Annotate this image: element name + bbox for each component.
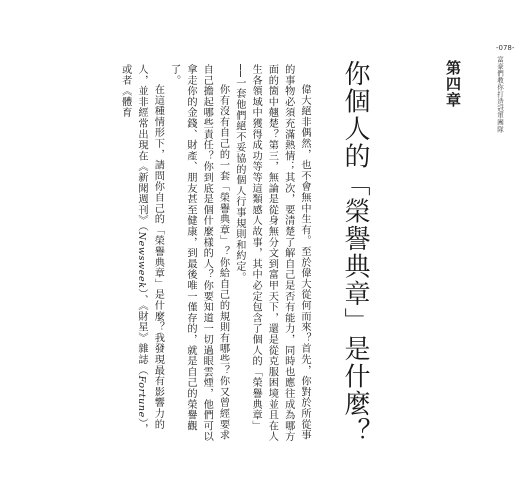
newsweek-latin-name: Newsweek [136,231,148,289]
paragraph-3 [116,64,165,444]
running-header-title: 富豪們教你打造冠軍團隊 [496,56,504,133]
body-text [82,64,312,444]
paragraph-3-text-a: 在這種情形下，請問你自己的「榮譽典章」是什麼？我發現最有影響力的人，並非經常出現在《新聞週刊》（ [136,64,164,430]
chapter-title: 你個人的「榮譽典章」是什麼？ [340,60,370,445]
paragraph-1: 偉大絕非偶然，也不會無中生有。至於偉大從何而來？首先，你對於所從事的事物必須充滿熱情；其次，要清楚了解自己是否有能力，同時也應往成為哪方面的箇中翹楚？第三，無論是從身無分文到富甲天下，還是從克服困境並且在人生各領域中獲得成功等等這類感人故事，其中必定包含了個人的「榮譽典章」──一套他們絕不妥協的個人行事規則和約定。 [233,64,310,442]
paragraph-2: 你有沒有自己的一套「榮譽典章」？你給自己的規則有哪些？你又曾經要求自己擔起哪些責任？你到底是個什麼樣的人？你要知道一切過眼雲煙，他們可以拿走你的金錢、財產、朋友甚至健康，到最後唯一僅存的，就是自己的榮譽觀了。 [168,64,229,442]
page-number: -078- [496,44,515,52]
paragraph-3-text-c: ），或者《體育 [119,64,148,435]
chapter-label: 第四章 [444,60,462,108]
fortune-latin-name: Fortune [136,375,148,418]
paragraph-3-text-b: ）、《財星》雜誌（ [136,288,148,376]
